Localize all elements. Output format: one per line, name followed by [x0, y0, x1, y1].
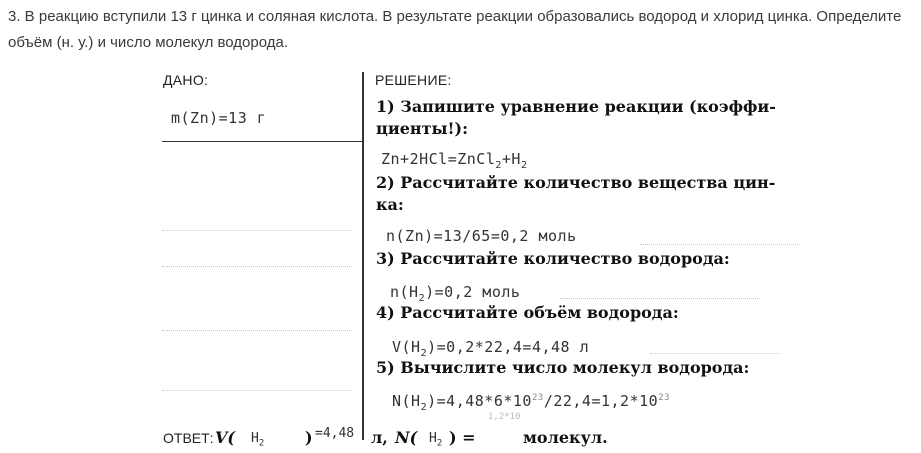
given-dotted-line [162, 230, 352, 232]
faint-answer-text: 1,2*10 [488, 412, 521, 422]
calc-subscript: 2 [420, 348, 428, 359]
equation-subscript: 2 [520, 160, 528, 171]
step2-line1: 2) Рассчитайте количество вещества цин- [376, 173, 776, 192]
answer-dotted-line [650, 353, 780, 355]
given-value: m(Zn)=13 г [171, 109, 267, 127]
step1-text [376, 96, 776, 140]
calc-step4 [392, 338, 589, 359]
equation-part: +H [501, 150, 521, 168]
given-header: ДАНО: [163, 72, 209, 88]
column-divider [362, 72, 364, 440]
formula-part: H [251, 431, 259, 446]
solution-header: РЕШЕНИЕ: [375, 72, 452, 88]
given-separator-line [162, 141, 362, 142]
given-dotted-line [162, 266, 352, 268]
calc-subscript: 2 [418, 293, 426, 304]
calc-part: V(H [392, 338, 421, 356]
calc-step3 [390, 283, 520, 304]
equation [381, 150, 528, 171]
calc-part: )=4,48*6*10 [427, 392, 532, 410]
calc-subscript: 2 [420, 402, 428, 413]
answer-line [163, 428, 683, 450]
calc-exponent: 23 [531, 393, 544, 403]
answer-dotted-line [640, 244, 800, 246]
step1-line2: циенты!): [376, 119, 469, 138]
calc-part: /22,4=1,2*10 [543, 392, 659, 410]
calc-part: N(H [392, 392, 421, 410]
answer-volume-formula [251, 431, 264, 449]
calc-part: n(H [390, 283, 419, 301]
task-text: 3. В реакцию вступили 13 г цинка и соляная кислота. В результате реакции образовались водород и хлорид цинка. Определите объём (н. у.) и число молекул водорода. [8, 8, 902, 51]
step3-text: 3) Рассчитайте количество водорода: [376, 249, 730, 268]
answer-volume-unit: л, [371, 428, 388, 447]
answer-label: ОТВЕТ: [163, 430, 214, 446]
given-dotted-line [162, 330, 352, 332]
answer-dotted-line [560, 298, 760, 300]
answer-number-label: N( [395, 428, 418, 447]
given-dotted-line [162, 390, 352, 392]
calc-part: )=0,2 моль [425, 283, 521, 301]
equation-part: Zn+2HCl=ZnCl [381, 150, 496, 168]
answer-volume-value: =4,48 [315, 426, 355, 441]
answer-volume-label: V( [215, 428, 235, 447]
calc-step2: n(Zn)=13/65=0,2 моль [386, 227, 577, 245]
step4-text: 4) Рассчитайте объём водорода: [376, 303, 679, 322]
step1-line1: 1) Запишите уравнение реакции (коэффи- [376, 97, 776, 116]
answer-volume-close: ) [305, 428, 313, 447]
formula-subscript: 2 [258, 438, 265, 449]
answer-number-formula [429, 431, 442, 449]
answer-number-unit: молекул. [523, 428, 608, 447]
calc-exponent: 23 [658, 393, 671, 403]
step2-line2: ка: [376, 195, 404, 214]
formula-subscript: 2 [436, 438, 443, 449]
step2-text [376, 172, 775, 216]
answer-number-close: ) = [449, 428, 476, 447]
equation-subscript: 2 [495, 160, 502, 171]
formula-part: H [429, 431, 437, 446]
step5-text: 5) Вычислите число молекул водорода: [376, 358, 750, 377]
calc-part: )=0,2*22,4=4,48 л [427, 338, 590, 356]
calc-step5 [392, 392, 670, 413]
